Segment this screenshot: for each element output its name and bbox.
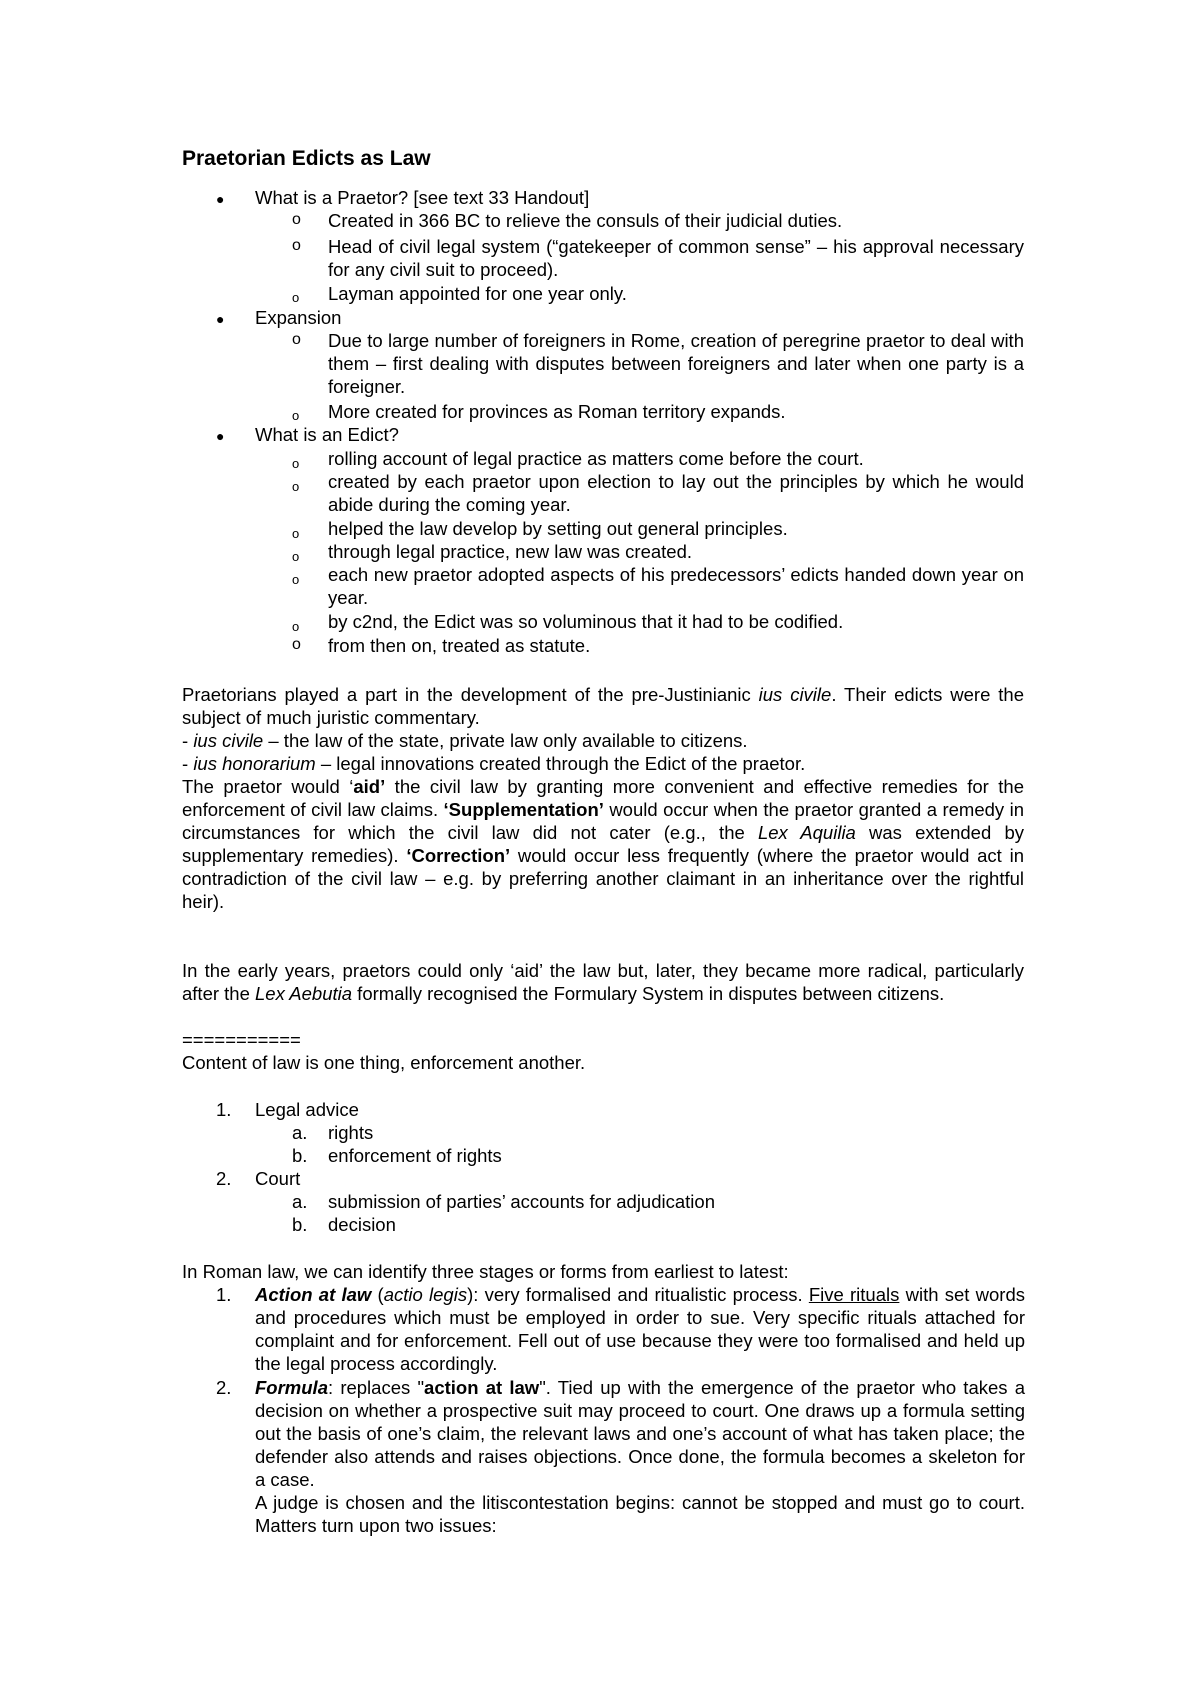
italic-term: ius civile: [758, 684, 832, 705]
paragraph: Content of law is one thing, enforcement another.: [182, 1052, 586, 1073]
sub-list-item: submission of parties’ accounts for adjudication: [328, 1191, 715, 1212]
list-letter: b.: [292, 1145, 308, 1166]
text-run: was extended by supplementary remedies).: [182, 822, 1024, 866]
stage-item: [255, 1283, 1025, 1375]
sub-bullet-item: created by each praetor upon election to lay out the principles by which he would abide during the coming year.: [328, 471, 1024, 515]
list-number: 2.: [216, 1168, 232, 1189]
italic-term: actio legis: [383, 1284, 468, 1305]
text-run: the civil law by granting more convenient and effective remedies for the enforcement of civil law claims.: [182, 776, 1024, 820]
circle-bullet-icon: o: [292, 331, 301, 348]
circle-bullet-icon: o: [292, 572, 300, 587]
text-run: (: [371, 1284, 384, 1305]
bold-term: action at law: [424, 1377, 540, 1398]
text-run: ". Tied up with the emergence of the praetor who takes a decision on whether a prospective suit may proceed to court. One draws up a formula setting out the basis of one’s claim, the relevant laws and one’s account of what has taken place; the defender also attends and raises objections. Once done, the formula becomes a skeleton for a case.: [255, 1377, 1026, 1490]
text-run: Praetorians played a part in the development of the pre-Justinianic: [182, 684, 759, 705]
sub-bullet-item: Head of civil legal system (“gatekeeper of common sense” – his approval necessary for any civil suit to proceed).: [328, 236, 1024, 280]
definition-line: [182, 729, 1024, 752]
sub-bullet-item: Layman appointed for one year only.: [328, 283, 627, 304]
paragraph: [182, 683, 1024, 729]
sub-bullet-item: each new praetor adopted aspects of his predecessors’ edicts handed down year on year.: [328, 564, 1024, 608]
text-run: . Their edicts were the subject of much juristic commentary.: [182, 684, 1024, 728]
divider-line: ===========: [182, 1029, 301, 1050]
list-letter: a.: [292, 1191, 308, 1212]
circle-bullet-icon: o: [292, 237, 301, 254]
sub-bullet-item: More created for provinces as Roman territory expands.: [328, 401, 786, 422]
bold-term: ‘Correction’: [406, 845, 511, 866]
bold-italic-term: Action at law: [255, 1284, 372, 1305]
circle-bullet-icon: o: [292, 526, 300, 541]
bullet-item: What is a Praetor? [see text 33 Handout]: [255, 187, 590, 208]
bullet-icon: ●: [216, 428, 225, 444]
circle-bullet-icon: o: [292, 619, 300, 634]
circle-bullet-icon: o: [292, 636, 301, 653]
list-number: 1.: [216, 1284, 232, 1305]
text-run: – legal innovations created through the Edict of the praetor.: [315, 753, 806, 774]
bold-term: aid’: [353, 776, 386, 797]
circle-bullet-icon: o: [292, 408, 300, 423]
circle-bullet-icon: o: [292, 479, 300, 494]
text-run: In the early years, praetors could only ‘aid’ the law but, later, they became more radical, particularly after the: [182, 960, 1024, 1004]
sub-bullet-item: rolling account of legal practice as matters come before the court.: [328, 448, 864, 469]
text-run: ): very formalised and ritualistic process.: [467, 1284, 809, 1305]
sub-list-item: decision: [328, 1214, 396, 1235]
sub-bullet-item: Due to large number of foreigners in Rome, creation of peregrine praetor to deal with them – first dealing with disputes between foreigners and later when one party is a foreigner.: [328, 330, 1024, 397]
text-run: formally recognised the Formulary System in disputes between citizens.: [352, 983, 945, 1004]
italic-term: ius civile: [193, 730, 264, 751]
italic-term: Lex Aquilia: [757, 822, 856, 843]
list-item: Legal advice: [255, 1099, 359, 1120]
list-number: 1.: [216, 1099, 232, 1120]
dash: -: [182, 730, 194, 751]
sub-bullet-item: Created in 366 BC to relieve the consuls of their judicial duties.: [328, 210, 843, 231]
sub-list-item: rights: [328, 1122, 374, 1143]
circle-bullet-icon: o: [292, 549, 300, 564]
circle-bullet-icon: o: [292, 211, 301, 228]
sub-bullet-item: by c2nd, the Edict was so voluminous that it had to be codified.: [328, 611, 844, 632]
text-run: with set words and procedures which must be employed in order to sue. Very specific rituals attached for complaint and for enforcement. Fell out of use because they were too formalised and held up the legal process accordingly.: [255, 1284, 1026, 1374]
list-item: Court: [255, 1168, 301, 1189]
list-number: 2.: [216, 1377, 232, 1398]
page-title: Praetorian Edicts as Law: [182, 147, 431, 170]
bullet-item: Expansion: [255, 307, 342, 328]
text-run: – the law of the state, private law only available to citizens.: [263, 730, 748, 751]
list-letter: b.: [292, 1214, 308, 1235]
circle-bullet-icon: o: [292, 456, 300, 471]
text-run: would occur less frequently (where the praetor would act in contradiction of the civil law – e.g. by preferring another claimant in an inheritance over the rightful heir).: [182, 845, 1024, 912]
bold-italic-term: Formula: [255, 1377, 328, 1398]
stage-item: [255, 1376, 1025, 1491]
paragraph: In Roman law, we can identify three stages or forms from earliest to latest:: [182, 1261, 789, 1282]
stage-continuation: A judge is chosen and the litiscontestation begins: cannot be stopped and must go to court. Matters turn upon two issues:: [255, 1492, 1025, 1536]
italic-term: ius honorarium: [193, 753, 316, 774]
circle-bullet-icon: o: [292, 290, 300, 305]
paragraph: [182, 775, 1024, 913]
sub-list-item: enforcement of rights: [328, 1145, 502, 1166]
list-letter: a.: [292, 1122, 308, 1143]
bold-term: ‘Supplementation’: [443, 799, 604, 820]
sub-bullet-item: helped the law develop by setting out general principles.: [328, 518, 788, 539]
italic-term: Lex Aebutia: [255, 983, 353, 1004]
dash: -: [182, 753, 194, 774]
bullet-icon: ●: [216, 191, 225, 207]
paragraph: [182, 959, 1024, 1005]
text-run: : replaces ": [327, 1377, 425, 1398]
definition-line: [182, 752, 1024, 775]
sub-bullet-item: from then on, treated as statute.: [328, 635, 591, 656]
bullet-item: What is an Edict?: [255, 424, 399, 445]
underlined-term: Five rituals: [808, 1284, 900, 1305]
text-run: The praetor would ‘: [182, 776, 354, 797]
bullet-icon: ●: [216, 311, 225, 327]
sub-bullet-item: through legal practice, new law was created.: [328, 541, 693, 562]
text-run: would occur when the praetor granted a remedy in circumstances for which the civil law did not cater (e.g., the: [182, 799, 1024, 843]
